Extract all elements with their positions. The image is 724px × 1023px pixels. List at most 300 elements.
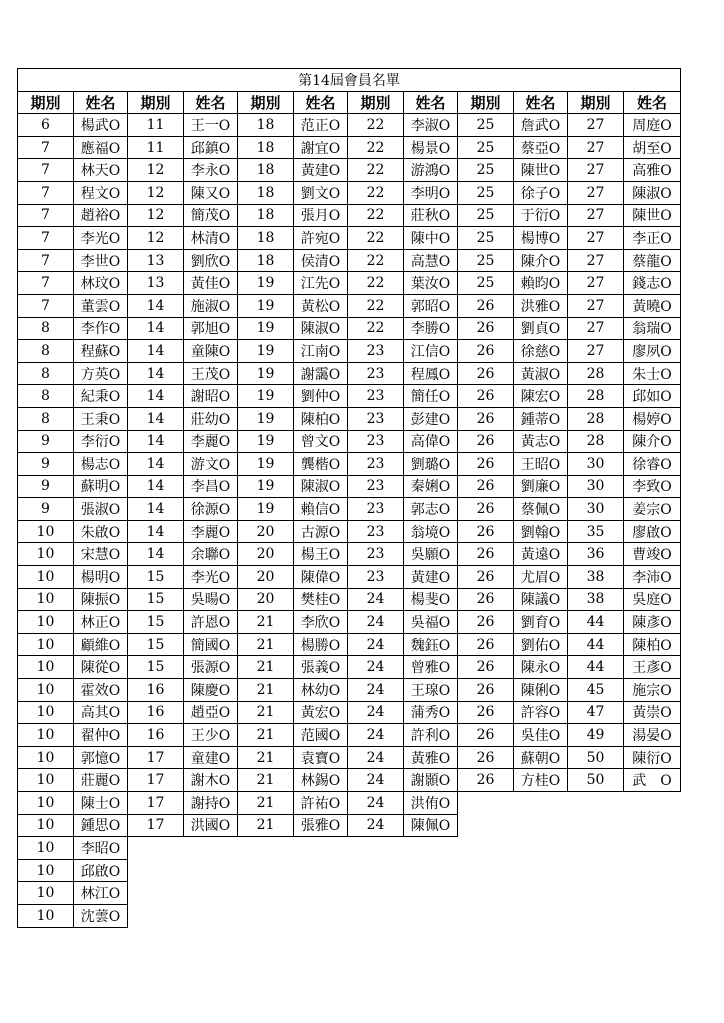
member-term: 30: [568, 453, 624, 476]
table-row: [18, 611, 681, 634]
member-term: 15: [128, 588, 184, 611]
member-term: 10: [18, 566, 74, 589]
member-term: 10: [18, 837, 74, 860]
empty-cell: [568, 859, 624, 882]
empty-cell: [348, 859, 404, 882]
member-term: 7: [18, 159, 74, 182]
member-term: 26: [458, 701, 514, 724]
member-term: 16: [128, 701, 184, 724]
table-row: [18, 769, 681, 792]
table-row: [18, 701, 681, 724]
member-name: 謝顥O: [404, 769, 458, 792]
member-term: 26: [458, 475, 514, 498]
member-name: 謝宜O: [294, 136, 348, 159]
member-term: 21: [238, 679, 294, 702]
table-row: [18, 656, 681, 679]
empty-cell: [514, 792, 568, 815]
member-term: 25: [458, 204, 514, 227]
member-term: 27: [568, 114, 624, 137]
member-term: 22: [348, 136, 404, 159]
member-name: 王彥O: [624, 656, 681, 679]
member-name: 陳介O: [514, 249, 568, 272]
member-name: 李光O: [74, 227, 128, 250]
member-term: 10: [18, 859, 74, 882]
member-term: 27: [568, 294, 624, 317]
member-name: 鍾思O: [74, 814, 128, 837]
member-name: 黃建O: [404, 566, 458, 589]
member-name: 謝持O: [184, 792, 238, 815]
member-term: 21: [238, 746, 294, 769]
empty-cell: [458, 792, 514, 815]
member-term: 26: [458, 317, 514, 340]
member-term: 9: [18, 453, 74, 476]
member-term: 8: [18, 385, 74, 408]
member-name: 陳永O: [514, 656, 568, 679]
member-name: 游鴻O: [404, 159, 458, 182]
table-row: [18, 249, 681, 272]
member-name: 劉育O: [514, 611, 568, 634]
table-row: [18, 114, 681, 137]
member-term: 14: [128, 430, 184, 453]
member-term: 22: [348, 204, 404, 227]
member-term: 10: [18, 882, 74, 905]
header-name: 姓名: [294, 91, 348, 114]
table-row: [18, 814, 681, 837]
member-name: 許恩O: [184, 611, 238, 634]
header-term: 期別: [238, 91, 294, 114]
member-name: 李致O: [624, 475, 681, 498]
table-row: [18, 294, 681, 317]
member-name: 王少O: [184, 724, 238, 747]
member-name: 黃淑O: [514, 362, 568, 385]
table-row: [18, 724, 681, 747]
member-term: 25: [458, 249, 514, 272]
member-name: 莊秋O: [404, 204, 458, 227]
member-name: 林正O: [74, 611, 128, 634]
table-row: [18, 136, 681, 159]
member-term: 25: [458, 227, 514, 250]
member-term: 22: [348, 317, 404, 340]
member-term: 38: [568, 588, 624, 611]
member-name: 楊武O: [74, 114, 128, 137]
member-name: 程文O: [74, 181, 128, 204]
member-name: 沈蕓O: [74, 904, 128, 927]
empty-cell: [514, 859, 568, 882]
header-name: 姓名: [624, 91, 681, 114]
member-name: 劉貞O: [514, 317, 568, 340]
member-term: 21: [238, 611, 294, 634]
member-term: 16: [128, 724, 184, 747]
member-name: 吳福O: [404, 611, 458, 634]
member-name: 陳宏O: [514, 385, 568, 408]
member-term: 50: [568, 769, 624, 792]
member-term: 26: [458, 407, 514, 430]
empty-cell: [348, 904, 404, 927]
header-term: 期別: [348, 91, 404, 114]
empty-cell: [184, 904, 238, 927]
member-name: 張義O: [294, 656, 348, 679]
member-name: 陳衍O: [624, 746, 681, 769]
table-row: [18, 317, 681, 340]
member-term: 27: [568, 204, 624, 227]
member-name: 翁瑞O: [624, 317, 681, 340]
member-name: 楊斐O: [404, 588, 458, 611]
member-name: 陳世O: [514, 159, 568, 182]
empty-cell: [568, 814, 624, 837]
member-name: 紀秉O: [74, 385, 128, 408]
member-name: 李麗O: [184, 520, 238, 543]
member-term: 19: [238, 294, 294, 317]
member-term: 23: [348, 453, 404, 476]
member-term: 10: [18, 588, 74, 611]
member-term: 21: [238, 814, 294, 837]
member-name: 陳淑O: [624, 181, 681, 204]
member-term: 25: [458, 181, 514, 204]
member-term: 28: [568, 407, 624, 430]
member-term: 26: [458, 453, 514, 476]
member-term: 26: [458, 679, 514, 702]
member-name: 童陳O: [184, 340, 238, 363]
header-name: 姓名: [74, 91, 128, 114]
member-term: 26: [458, 611, 514, 634]
empty-cell: [348, 882, 404, 905]
member-term: 14: [128, 407, 184, 430]
member-term: 26: [458, 385, 514, 408]
member-term: 6: [18, 114, 74, 137]
member-name: 張雅O: [294, 814, 348, 837]
member-term: 14: [128, 453, 184, 476]
empty-cell: [514, 837, 568, 860]
member-name: 黃宏O: [294, 701, 348, 724]
member-term: 17: [128, 746, 184, 769]
empty-cell: [184, 837, 238, 860]
empty-cell: [238, 882, 294, 905]
member-name: 廖啟O: [624, 520, 681, 543]
member-name: 洪侑O: [404, 792, 458, 815]
member-name: 郭昭O: [404, 294, 458, 317]
member-name: 江先O: [294, 272, 348, 295]
table-row: [18, 588, 681, 611]
member-term: 23: [348, 385, 404, 408]
member-term: 19: [238, 340, 294, 363]
member-term: 44: [568, 656, 624, 679]
member-name: 李世O: [74, 249, 128, 272]
table-row: [18, 430, 681, 453]
member-name: 施淑O: [184, 294, 238, 317]
member-term: 10: [18, 543, 74, 566]
member-name: 翟仲O: [74, 724, 128, 747]
empty-cell: [568, 792, 624, 815]
member-term: 19: [238, 475, 294, 498]
member-name: 林玟O: [74, 272, 128, 295]
member-name: 李沛O: [624, 566, 681, 589]
member-name: 江信O: [404, 340, 458, 363]
member-term: 24: [348, 746, 404, 769]
member-term: 27: [568, 317, 624, 340]
member-name: 賴信O: [294, 498, 348, 521]
member-name: 魏鈺O: [404, 633, 458, 656]
member-term: 25: [458, 272, 514, 295]
member-term: 9: [18, 430, 74, 453]
member-term: 10: [18, 656, 74, 679]
member-name: 李勝O: [404, 317, 458, 340]
table-row: [18, 204, 681, 227]
member-term: 26: [458, 633, 514, 656]
member-name: 趙裕O: [74, 204, 128, 227]
member-term: 26: [458, 746, 514, 769]
member-term: 7: [18, 181, 74, 204]
table-row: [18, 746, 681, 769]
member-term: 24: [348, 769, 404, 792]
member-name: 彭建O: [404, 407, 458, 430]
member-name: 廖夙O: [624, 340, 681, 363]
member-term: 12: [128, 204, 184, 227]
member-term: 10: [18, 701, 74, 724]
member-term: 27: [568, 159, 624, 182]
member-term: 8: [18, 362, 74, 385]
member-name: 黃雅O: [404, 746, 458, 769]
member-term: 8: [18, 407, 74, 430]
member-name: 王茂O: [184, 362, 238, 385]
member-name: 蔡龍O: [624, 249, 681, 272]
member-term: 27: [568, 249, 624, 272]
member-term: 26: [458, 769, 514, 792]
member-name: 李昌O: [184, 475, 238, 498]
member-term: 25: [458, 114, 514, 137]
member-term: 18: [238, 136, 294, 159]
member-name: 林幼O: [294, 679, 348, 702]
member-name: 方桂O: [514, 769, 568, 792]
member-term: 23: [348, 520, 404, 543]
empty-cell: [294, 882, 348, 905]
member-term: 26: [458, 724, 514, 747]
member-name: 劉翰O: [514, 520, 568, 543]
member-name: 陳中O: [404, 227, 458, 250]
member-term: 27: [568, 272, 624, 295]
member-term: 38: [568, 566, 624, 589]
member-term: 18: [238, 181, 294, 204]
table-row: [18, 543, 681, 566]
member-term: 22: [348, 272, 404, 295]
member-term: 18: [238, 114, 294, 137]
member-term: 11: [128, 136, 184, 159]
table-row: [18, 566, 681, 589]
member-name: 蒲秀O: [404, 701, 458, 724]
member-term: 47: [568, 701, 624, 724]
member-term: 23: [348, 566, 404, 589]
member-term: 26: [458, 543, 514, 566]
member-term: 20: [238, 588, 294, 611]
member-name: 陳又O: [184, 181, 238, 204]
table-row: [18, 882, 681, 905]
member-term: 19: [238, 385, 294, 408]
empty-cell: [514, 882, 568, 905]
member-term: 14: [128, 294, 184, 317]
member-name: 劉欣O: [184, 249, 238, 272]
member-name: 林江O: [74, 882, 128, 905]
member-name: 邱鎮O: [184, 136, 238, 159]
member-term: 15: [128, 656, 184, 679]
member-term: 27: [568, 181, 624, 204]
header-term: 期別: [128, 91, 184, 114]
empty-cell: [404, 882, 458, 905]
empty-cell: [458, 859, 514, 882]
table-row: [18, 407, 681, 430]
member-name: 楊明O: [74, 566, 128, 589]
member-term: 26: [458, 566, 514, 589]
member-name: 洪雅O: [514, 294, 568, 317]
member-name: 翁境O: [404, 520, 458, 543]
empty-cell: [184, 859, 238, 882]
member-name: 黃松O: [294, 294, 348, 317]
member-name: 高偉O: [404, 430, 458, 453]
header-term: 期別: [568, 91, 624, 114]
member-name: 陳佩O: [404, 814, 458, 837]
member-name: 黃遠O: [514, 543, 568, 566]
member-name: 李永O: [184, 159, 238, 182]
member-term: 25: [458, 159, 514, 182]
member-name: 謝靄O: [294, 362, 348, 385]
table-row: [18, 792, 681, 815]
member-name: 陳俐O: [514, 679, 568, 702]
member-name: 應福O: [74, 136, 128, 159]
table-row: [18, 679, 681, 702]
member-term: 14: [128, 475, 184, 498]
member-name: 袁寶O: [294, 746, 348, 769]
member-name: 朱士O: [624, 362, 681, 385]
member-term: 20: [238, 543, 294, 566]
member-term: 50: [568, 746, 624, 769]
member-name: 李衍O: [74, 430, 128, 453]
member-term: 20: [238, 566, 294, 589]
member-name: 高慧O: [404, 249, 458, 272]
member-name: 尤眉O: [514, 566, 568, 589]
member-term: 7: [18, 136, 74, 159]
member-term: 26: [458, 588, 514, 611]
empty-cell: [568, 882, 624, 905]
member-name: 張源O: [184, 656, 238, 679]
member-term: 23: [348, 475, 404, 498]
member-term: 17: [128, 792, 184, 815]
member-name: 黃曉O: [624, 294, 681, 317]
member-term: 11: [128, 114, 184, 137]
member-name: 蘇明O: [74, 475, 128, 498]
table-row: [18, 520, 681, 543]
member-term: 24: [348, 792, 404, 815]
member-name: 李麗O: [184, 430, 238, 453]
member-term: 23: [348, 498, 404, 521]
member-name: 宋慧O: [74, 543, 128, 566]
member-name: 劉廉O: [514, 475, 568, 498]
empty-cell: [458, 882, 514, 905]
member-name: 郭憶O: [74, 746, 128, 769]
member-term: 12: [128, 227, 184, 250]
member-term: 10: [18, 814, 74, 837]
empty-cell: [624, 904, 681, 927]
member-term: 12: [128, 159, 184, 182]
member-term: 26: [458, 294, 514, 317]
member-name: 董雲O: [74, 294, 128, 317]
member-name: 李正O: [624, 227, 681, 250]
member-name: 蘇朝O: [514, 746, 568, 769]
member-name: 邱如O: [624, 385, 681, 408]
empty-cell: [294, 837, 348, 860]
member-name: 許祐O: [294, 792, 348, 815]
table-row: [18, 633, 681, 656]
table-row: [18, 385, 681, 408]
member-term: 25: [458, 136, 514, 159]
member-name: 樊桂O: [294, 588, 348, 611]
member-term: 22: [348, 249, 404, 272]
empty-cell: [624, 882, 681, 905]
member-term: 21: [238, 701, 294, 724]
empty-cell: [404, 859, 458, 882]
empty-cell: [624, 837, 681, 860]
member-name: 曹竣O: [624, 543, 681, 566]
member-name: 游文O: [184, 453, 238, 476]
empty-cell: [624, 859, 681, 882]
member-term: 22: [348, 181, 404, 204]
member-name: 陳柏O: [624, 633, 681, 656]
member-term: 7: [18, 294, 74, 317]
member-name: 霍效O: [74, 679, 128, 702]
member-name: 周庭O: [624, 114, 681, 137]
member-term: 10: [18, 611, 74, 634]
member-name: 曾雅O: [404, 656, 458, 679]
member-name: 朱啟O: [74, 520, 128, 543]
member-name: 童建O: [184, 746, 238, 769]
member-name: 侯清O: [294, 249, 348, 272]
member-name: 龔楷O: [294, 453, 348, 476]
empty-cell: [238, 904, 294, 927]
empty-cell: [404, 904, 458, 927]
header-name: 姓名: [514, 91, 568, 114]
member-name: 許利O: [404, 724, 458, 747]
member-name: 徐子O: [514, 181, 568, 204]
empty-cell: [514, 904, 568, 927]
member-name: 劉仲O: [294, 385, 348, 408]
member-term: 17: [128, 769, 184, 792]
member-name: 邱啟O: [74, 859, 128, 882]
table-row: [18, 837, 681, 860]
empty-cell: [128, 882, 184, 905]
member-term: 19: [238, 362, 294, 385]
member-term: 18: [238, 249, 294, 272]
member-name: 簡茂O: [184, 204, 238, 227]
member-term: 14: [128, 498, 184, 521]
member-name: 范正O: [294, 114, 348, 137]
member-name: 胡至O: [624, 136, 681, 159]
member-term: 23: [348, 362, 404, 385]
member-name: 陳議O: [514, 588, 568, 611]
member-name: 王秉O: [74, 407, 128, 430]
empty-cell: [238, 859, 294, 882]
member-name: 湯晏O: [624, 724, 681, 747]
member-name: 陳從O: [74, 656, 128, 679]
empty-cell: [128, 859, 184, 882]
member-term: 36: [568, 543, 624, 566]
member-term: 30: [568, 475, 624, 498]
member-name: 方英O: [74, 362, 128, 385]
member-name: 黃志O: [514, 430, 568, 453]
member-term: 22: [348, 227, 404, 250]
empty-cell: [294, 904, 348, 927]
empty-cell: [624, 792, 681, 815]
empty-cell: [294, 859, 348, 882]
member-name: 陳淑O: [294, 317, 348, 340]
member-name: 楊王O: [294, 543, 348, 566]
member-name: 王昭O: [514, 453, 568, 476]
